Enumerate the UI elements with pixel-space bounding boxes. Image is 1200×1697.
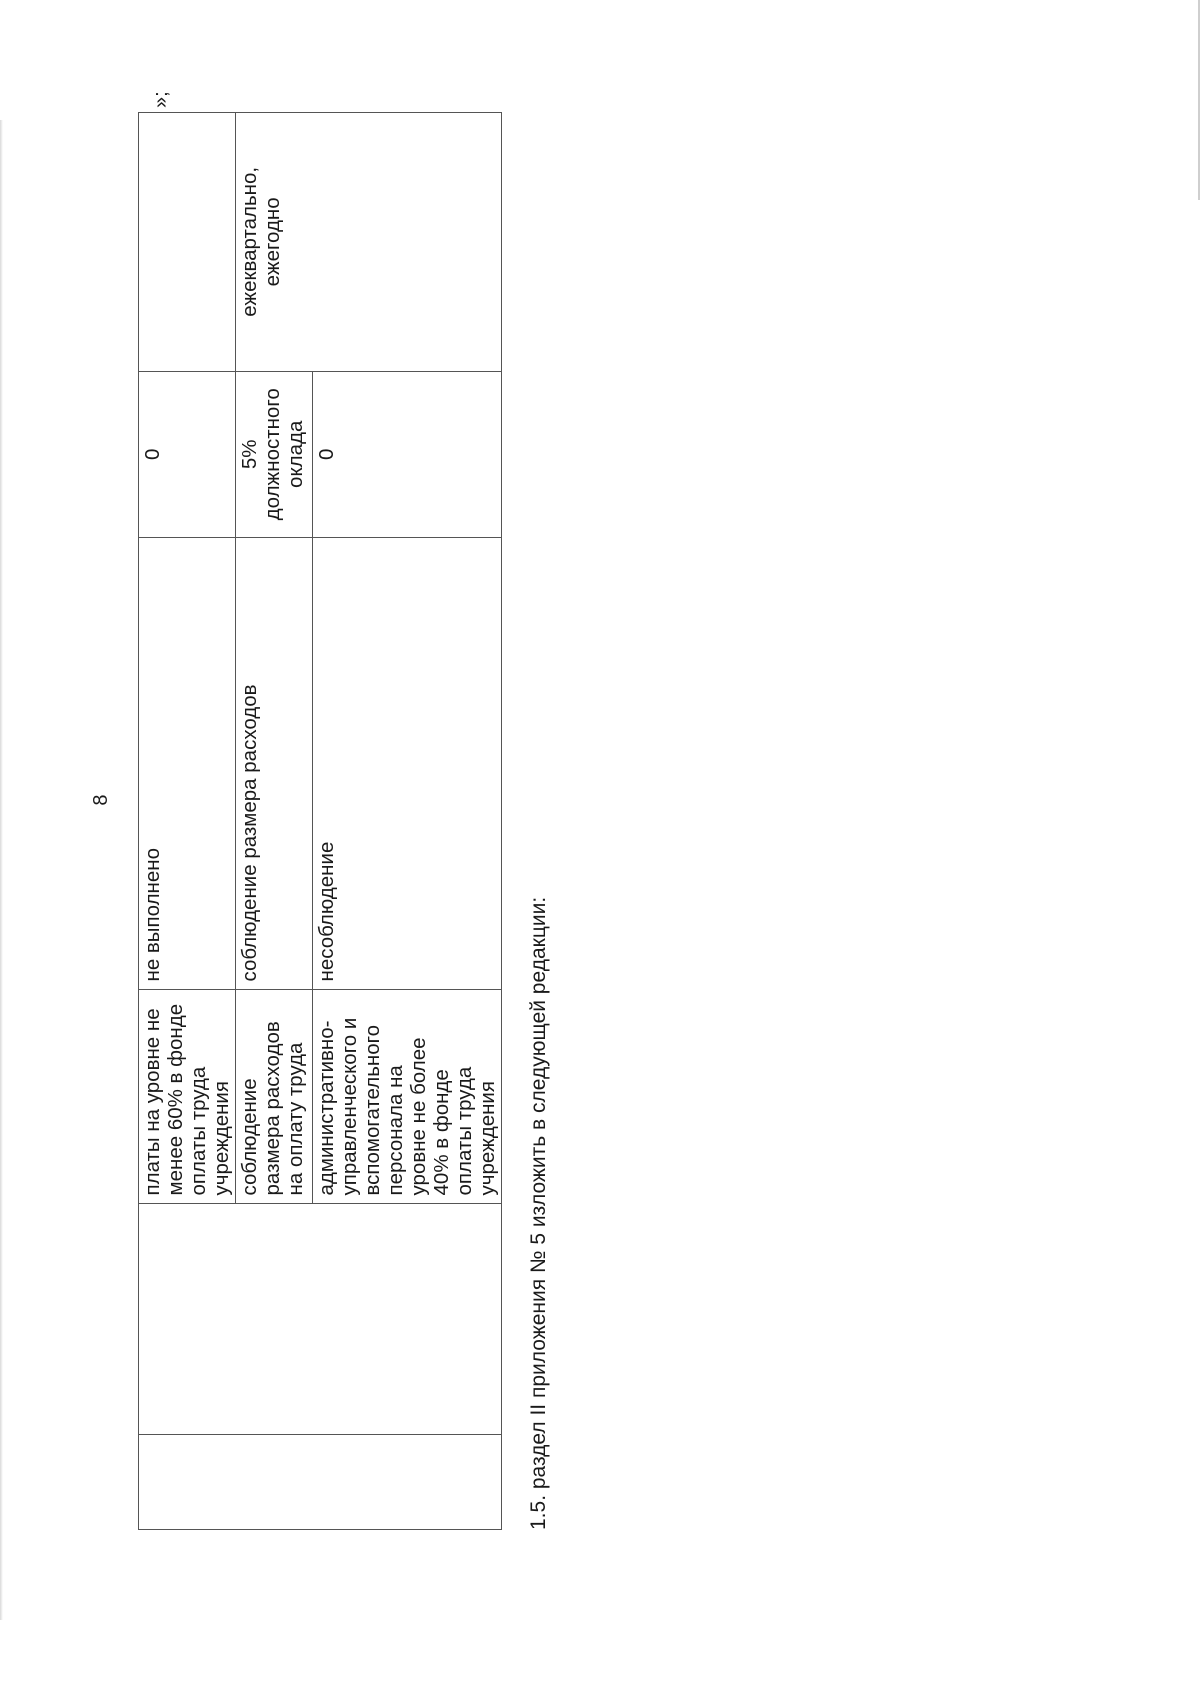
- rotated-page: [70, 70, 590, 1530]
- scan-edge-left: [0, 120, 3, 1620]
- table-cell-blank-2: [139, 1204, 502, 1435]
- score-cell: 0: [313, 371, 502, 537]
- period-cell: [139, 113, 236, 372]
- criterion-cell: соблюдение размера расходов на оплату труда: [236, 990, 313, 1204]
- criterion-cell: платы на уровне не менее 60% в фонде оплаты труда учреждения: [139, 990, 236, 1204]
- table-row: [139, 113, 236, 1530]
- score-cell: 5% должностного оклада: [236, 371, 313, 537]
- amendment-paragraph: 1.5. раздел II приложения № 5 изложить в следующей редакции:: [527, 896, 550, 1530]
- closing-quote: »;: [150, 91, 172, 108]
- period-cell: ежеквартально, ежегодно: [236, 113, 502, 372]
- criteria-table: [138, 112, 502, 1530]
- value-cell: не выполнено: [139, 537, 236, 990]
- value-cell: соблюдение размера расходов: [236, 537, 313, 990]
- value-cell: несоблюдение: [313, 537, 502, 990]
- score-cell: 0: [139, 371, 236, 537]
- criterion-cell: административно-управленческого и вспомогательного персонала на уровне не более 40% в фонде оплаты труда учреждения: [313, 990, 502, 1204]
- page-number: 8: [90, 794, 112, 806]
- table-cell-blank-1: [139, 1435, 502, 1530]
